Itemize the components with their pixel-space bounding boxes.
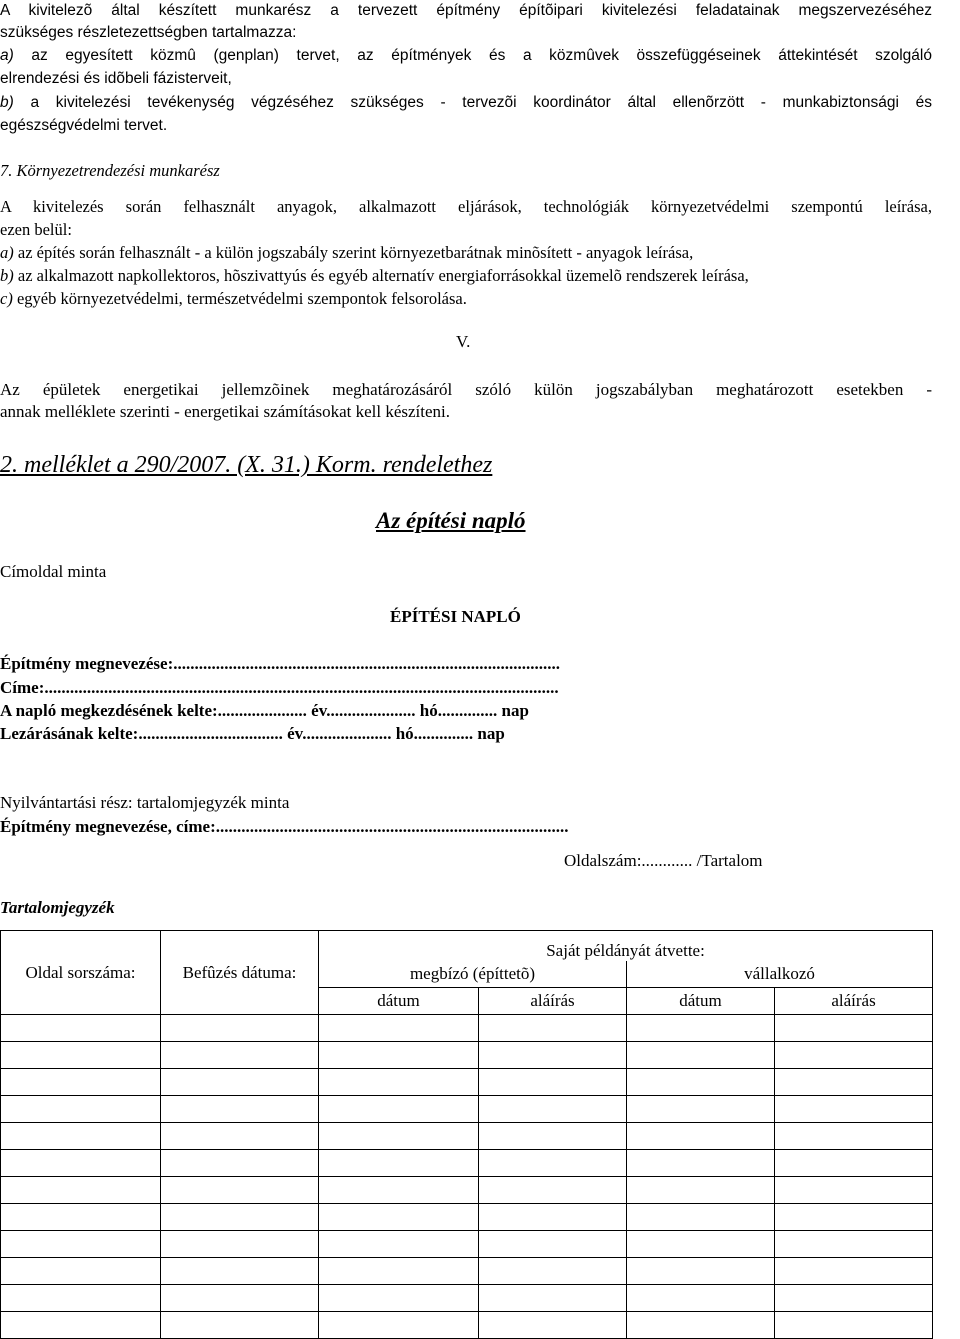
cell — [1, 1285, 161, 1312]
cell — [627, 1204, 775, 1231]
cell — [319, 1123, 479, 1150]
section-7-item-a — [0, 242, 693, 264]
cell — [775, 1096, 933, 1123]
cell — [627, 1312, 775, 1339]
section-7-title-text: 7. Környezetrendezési munkarész — [0, 161, 220, 180]
section-7-item-c — [0, 288, 467, 310]
cell — [627, 1258, 775, 1285]
intro-item-b-line-2: egészségvédelmi tervet. — [0, 117, 168, 134]
section-7-c-text: egyéb környezetvédelmi, természetvédelmi szempontok felsorolása. — [16, 289, 467, 308]
item-a-label: a) — [0, 47, 14, 64]
cell — [479, 1285, 627, 1312]
table-row — [1, 1231, 933, 1258]
sub-sign-2: aláírás — [775, 988, 933, 1015]
table-row — [1, 1123, 933, 1150]
cell — [161, 1150, 319, 1177]
intro-line-1: A kivitelezõ által készített munkarész a tervezett építmény építõipari kivitelezési feladatainak megszervezéséhez — [0, 2, 932, 19]
cell — [479, 1177, 627, 1204]
cell — [627, 1042, 775, 1069]
cell — [627, 1096, 775, 1123]
cell — [479, 1312, 627, 1339]
table-row — [1, 1204, 933, 1231]
cell — [775, 1204, 933, 1231]
cell — [161, 1042, 319, 1069]
cell — [479, 1015, 627, 1042]
cell — [775, 1015, 933, 1042]
cell — [1, 1015, 161, 1042]
cell — [1, 1177, 161, 1204]
cell — [319, 1204, 479, 1231]
cell — [161, 1069, 319, 1096]
intro-item-a-text-1: az egyesített közmû (genplan) tervet, az építmények és a közmûvek összefüggéseinek áttekintését szolgáló — [31, 47, 932, 64]
col-client-header: megbízó (építtetõ) — [319, 961, 627, 988]
cell — [775, 1231, 933, 1258]
cell — [479, 1042, 627, 1069]
cell — [775, 1150, 933, 1177]
table-row — [1, 1177, 933, 1204]
cell — [161, 1015, 319, 1042]
section-7-a-label: a) — [0, 243, 14, 262]
cover-title: ÉPÍTÉSI NAPLÓ — [390, 607, 521, 626]
sub-sign-1: aláírás — [479, 988, 627, 1015]
cell — [1, 1042, 161, 1069]
table-row — [1, 1015, 933, 1042]
cell — [479, 1069, 627, 1096]
section-v-line-2: annak melléklete szerinti - energetikai számításokat kell készíteni. — [0, 402, 451, 421]
section-7-title — [0, 160, 220, 182]
intro-item-a-line-2: elrendezési és idõbeli fázisterveit, — [0, 70, 232, 87]
section-7-a-text: az építés során felhasznált - a külön jogszabály szerint környezetbarátnak minõsített - anyagok leírása, — [17, 243, 694, 262]
field-building-name: Építmény megnevezése:........................................................................................... — [0, 654, 561, 673]
cell — [1, 1204, 161, 1231]
table-row — [1, 1258, 933, 1285]
col-date-header: Befûzés dátuma: — [161, 931, 319, 1015]
col-page-header: Oldal sorszáma: — [1, 931, 161, 1015]
cell — [627, 1015, 775, 1042]
cell — [319, 1042, 479, 1069]
cell — [1, 1150, 161, 1177]
cell — [479, 1150, 627, 1177]
table-row — [1, 1150, 933, 1177]
cell — [627, 1285, 775, 1312]
cell — [319, 1069, 479, 1096]
cell — [627, 1177, 775, 1204]
section-7-b-label: b) — [0, 266, 14, 285]
table-row — [1, 1096, 933, 1123]
col-contractor-header: vállalkozó — [627, 961, 933, 988]
cell — [319, 1177, 479, 1204]
section-7-b-text: az alkalmazott napkollektoros, hõszivattyús és egyéb alternatív energiaforrásokkal üzemelõ rendszerek leírása, — [17, 266, 749, 285]
section-7-c-label: c) — [0, 289, 13, 308]
cell — [319, 1285, 479, 1312]
cell — [775, 1258, 933, 1285]
cell — [319, 1258, 479, 1285]
cell — [479, 1123, 627, 1150]
item-b-label: b) — [0, 94, 14, 111]
cell — [479, 1258, 627, 1285]
toc-title: Tartalomjegyzék — [0, 898, 115, 917]
cell — [161, 1204, 319, 1231]
registry-field: Építmény megnevezése, címe:................................................................................... — [0, 817, 569, 836]
table-row — [1, 1069, 933, 1096]
cell — [1, 1231, 161, 1258]
cell — [161, 1123, 319, 1150]
cell — [627, 1150, 775, 1177]
cell — [319, 1312, 479, 1339]
cell — [775, 1285, 933, 1312]
cell — [627, 1069, 775, 1096]
cell — [319, 1150, 479, 1177]
sub-date-2: dátum — [627, 988, 775, 1015]
intro-item-b-text-1: a kivitelezési tevékenység végzéséhez szükséges - tervezõi koordinátor által ellenõrzött - munkabiztonsági és — [30, 94, 932, 111]
intro-item-b-line-1 — [0, 92, 932, 114]
cell — [775, 1042, 933, 1069]
intro-item-a-line-1 — [0, 45, 932, 67]
section-7-item-b — [0, 265, 749, 287]
cell — [627, 1231, 775, 1258]
field-start-date: A napló megkezdésének kelte:..................... év..................... hó.............. nap — [0, 701, 529, 720]
cell — [775, 1123, 933, 1150]
cell — [1, 1123, 161, 1150]
cover-label: Címoldal minta — [0, 562, 107, 581]
toc-table — [0, 930, 933, 1339]
intro-line-2: szükséges részletezettségben tartalmazza: — [0, 24, 297, 41]
sub-date-1: dátum — [319, 988, 479, 1015]
annex-subheading: Az építési napló — [376, 508, 526, 533]
cell — [161, 1096, 319, 1123]
table-row — [1, 1285, 933, 1312]
section-v-line-1: Az épületek energetikai jellemzõinek meghatározásáról szóló külön jogszabályban meghatározott esetekben - — [0, 380, 932, 399]
cell — [161, 1231, 319, 1258]
cell — [1, 1069, 161, 1096]
cell — [161, 1258, 319, 1285]
field-address: Címe:......................................................................................................................... — [0, 678, 559, 697]
cell — [319, 1231, 479, 1258]
cell — [161, 1177, 319, 1204]
cell — [161, 1312, 319, 1339]
cell — [479, 1096, 627, 1123]
section-7-p1-line-2: ezen belül: — [0, 220, 72, 239]
annex-heading: 2. melléklet a 290/2007. (X. 31.) Korm. rendelethez — [0, 452, 493, 478]
field-close-date: Lezárásának kelte:.................................. év..................... hó.............. nap — [0, 724, 505, 743]
registry-label: Nyilvántartási rész: tartalomjegyzék minta — [0, 793, 290, 812]
cell — [479, 1204, 627, 1231]
cell — [1, 1312, 161, 1339]
cell — [775, 1069, 933, 1096]
cell — [775, 1312, 933, 1339]
table-row — [1, 1042, 933, 1069]
cell — [775, 1177, 933, 1204]
table-row — [1, 1312, 933, 1339]
page-number: Oldalszám:............ /Tartalom — [564, 851, 763, 870]
cell — [319, 1096, 479, 1123]
cell — [627, 1123, 775, 1150]
cell — [1, 1096, 161, 1123]
cell — [161, 1285, 319, 1312]
received-header: Saját példányát átvette: — [319, 931, 933, 962]
cell — [319, 1015, 479, 1042]
cell — [479, 1231, 627, 1258]
cell — [1, 1258, 161, 1285]
section-7-p1-line-1: A kivitelezés során felhasznált anyagok, alkalmazott eljárások, technológiák környezetvédelmi szempontú leírása, — [0, 197, 932, 216]
section-v-numeral: V. — [456, 332, 471, 351]
